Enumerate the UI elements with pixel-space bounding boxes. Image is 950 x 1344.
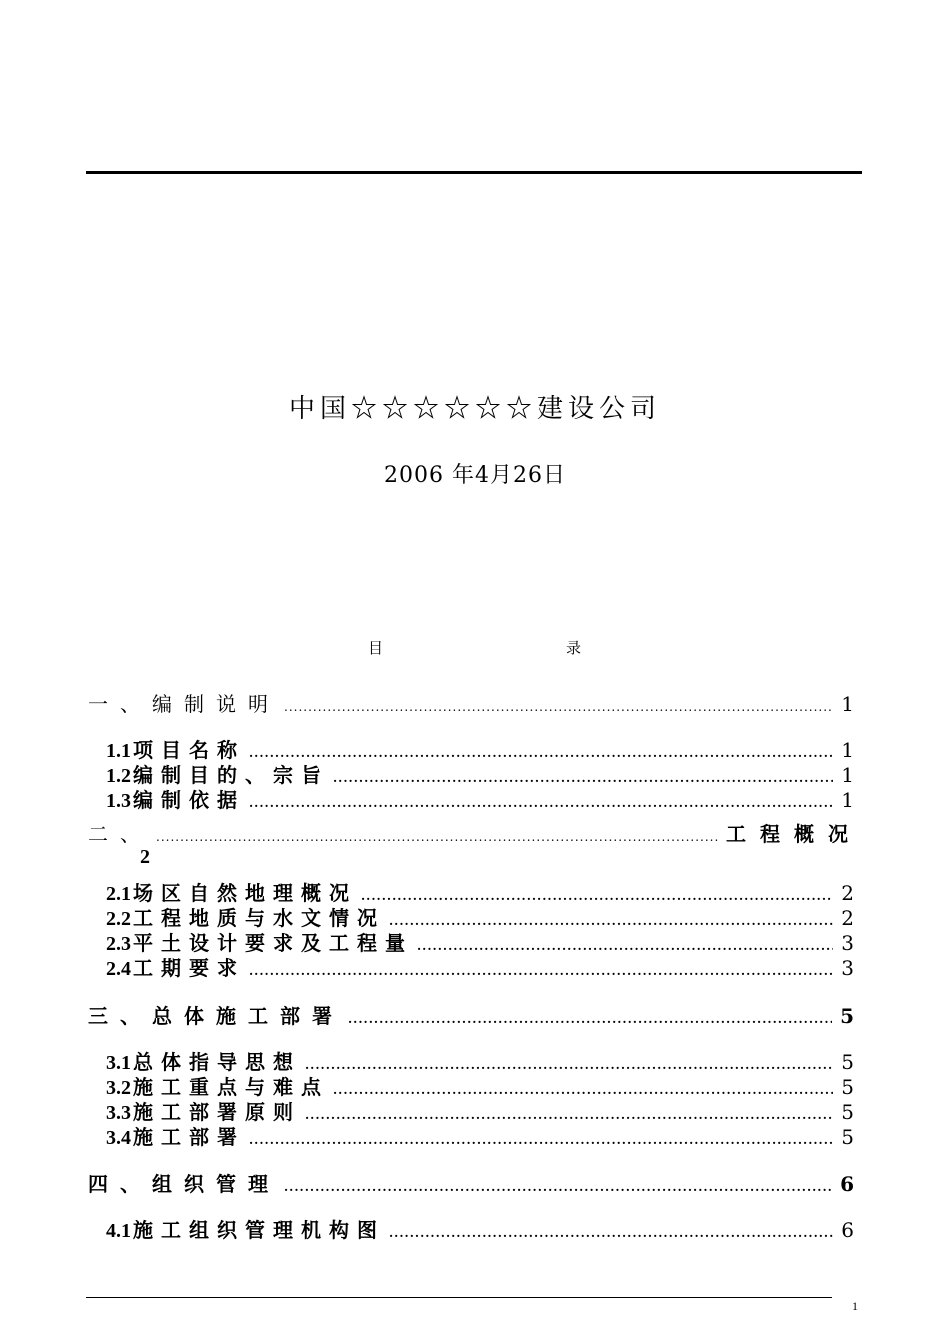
- toc-entry-label: 工期要求: [133, 956, 245, 980]
- toc-entry-page: 5: [840, 1004, 854, 1028]
- section-number: 1.3: [106, 790, 131, 812]
- toc-entry-label: 场区自然地理概况: [133, 881, 357, 905]
- footer-rule: [86, 1297, 832, 1298]
- toc-entry-chapter-4[interactable]: [88, 1172, 854, 1199]
- dot-leader: [249, 1128, 833, 1152]
- toc-entry-2-1[interactable]: [106, 881, 854, 908]
- toc-title-left: 目: [368, 639, 384, 657]
- toc-entry-label: 总体指导思想: [133, 1050, 301, 1074]
- toc-entry-label: 二、: [88, 822, 152, 846]
- toc-entry-title: 工程概况: [726, 822, 862, 846]
- section-number: 2.2: [106, 908, 131, 930]
- dot-leader: [249, 959, 833, 983]
- toc-entry-label: 施工部署: [133, 1125, 245, 1149]
- toc-entry-4-1[interactable]: [106, 1218, 854, 1245]
- section-number: 4.1: [106, 1220, 131, 1242]
- dot-leader: [417, 934, 833, 958]
- top-rule: [86, 171, 862, 174]
- dot-leader: [333, 1078, 833, 1102]
- toc-entry-page: 2: [140, 846, 150, 868]
- toc-entry-3-4[interactable]: [106, 1125, 854, 1152]
- toc-entry-label: 工程地质与水文情况: [133, 906, 385, 930]
- toc-entry-page: 1: [841, 788, 854, 812]
- toc-entry-label: 四、组织管理: [88, 1172, 280, 1196]
- toc-entry-page: 6: [840, 1172, 854, 1196]
- dot-leader: [305, 1103, 833, 1127]
- toc-entry-chapter-2[interactable]: [88, 822, 862, 849]
- toc-entry-label: 施工组织管理机构图: [133, 1218, 385, 1242]
- toc-entry-label: 编制依据: [133, 788, 245, 812]
- toc-entry-page: 6: [841, 1218, 854, 1242]
- section-number: 3.1: [106, 1052, 131, 1074]
- dot-leader: [156, 825, 718, 849]
- document-date: 2006 年4月26日: [384, 463, 566, 488]
- toc-entry-1-1[interactable]: [106, 738, 854, 765]
- company-name: 中国☆☆☆☆☆☆建设公司: [288, 394, 661, 424]
- toc-entry-page: 1: [841, 738, 854, 762]
- section-number: 1.1: [106, 740, 131, 762]
- dot-leader: [361, 884, 833, 908]
- dot-leader: [348, 1007, 832, 1031]
- dot-leader: [305, 1053, 833, 1077]
- toc-entry-label: 施工部署原则: [133, 1100, 301, 1124]
- dot-leader: [333, 766, 833, 790]
- toc-entry-label: 三、总体施工部署: [88, 1004, 344, 1028]
- section-number: 2.4: [106, 958, 131, 980]
- toc-entry-page: 5: [841, 1125, 854, 1149]
- dot-leader: [284, 695, 833, 719]
- dot-leader: [389, 1221, 833, 1245]
- dot-leader: [249, 741, 833, 765]
- dot-leader: [249, 791, 833, 815]
- toc-entry-page: 5: [841, 1050, 854, 1074]
- toc-entry-label: 施工重点与难点: [133, 1075, 329, 1099]
- toc-entry-page: 1: [841, 763, 854, 787]
- toc-entry-3-1[interactable]: [106, 1050, 854, 1077]
- toc-entry-page: 3: [841, 956, 854, 980]
- toc-entry-2-3[interactable]: [106, 931, 854, 958]
- toc-entry-3-3[interactable]: [106, 1100, 854, 1127]
- toc-entry-1-3[interactable]: [106, 788, 854, 815]
- section-number: 2.1: [106, 883, 131, 905]
- toc-entry-page: 5: [841, 1100, 854, 1124]
- section-number: 2.3: [106, 933, 131, 955]
- footer-page-number: 1: [852, 1299, 858, 1313]
- toc-entry-page: 3: [841, 931, 854, 955]
- toc-title-right: 录: [566, 639, 582, 657]
- section-number: 3.4: [106, 1127, 131, 1149]
- section-number: 1.2: [106, 765, 131, 787]
- toc-entry-page: 2: [841, 881, 854, 905]
- toc-entry-2-2[interactable]: [106, 906, 854, 933]
- toc-entry-1-2[interactable]: [106, 763, 854, 790]
- toc-entry-page: 5: [841, 1075, 854, 1099]
- toc-entry-2-4[interactable]: [106, 956, 854, 983]
- toc-entry-label: 编制目的、宗旨: [133, 763, 329, 787]
- toc-entry-label: 一、编制说明: [88, 692, 280, 716]
- dot-leader: [284, 1175, 832, 1199]
- section-number: 3.3: [106, 1102, 131, 1124]
- toc-entry-label: 项目名称: [133, 738, 245, 762]
- dot-leader: [389, 909, 833, 933]
- section-number: 3.2: [106, 1077, 131, 1099]
- toc-entry-page: 2: [841, 906, 854, 930]
- toc-entry-chapter-1[interactable]: [88, 692, 854, 719]
- toc-entry-page: 1: [841, 692, 854, 716]
- toc-entry-chapter-3[interactable]: [88, 1004, 854, 1031]
- toc-entry-3-2[interactable]: [106, 1075, 854, 1102]
- toc-entry-label: 平土设计要求及工程量: [133, 931, 413, 955]
